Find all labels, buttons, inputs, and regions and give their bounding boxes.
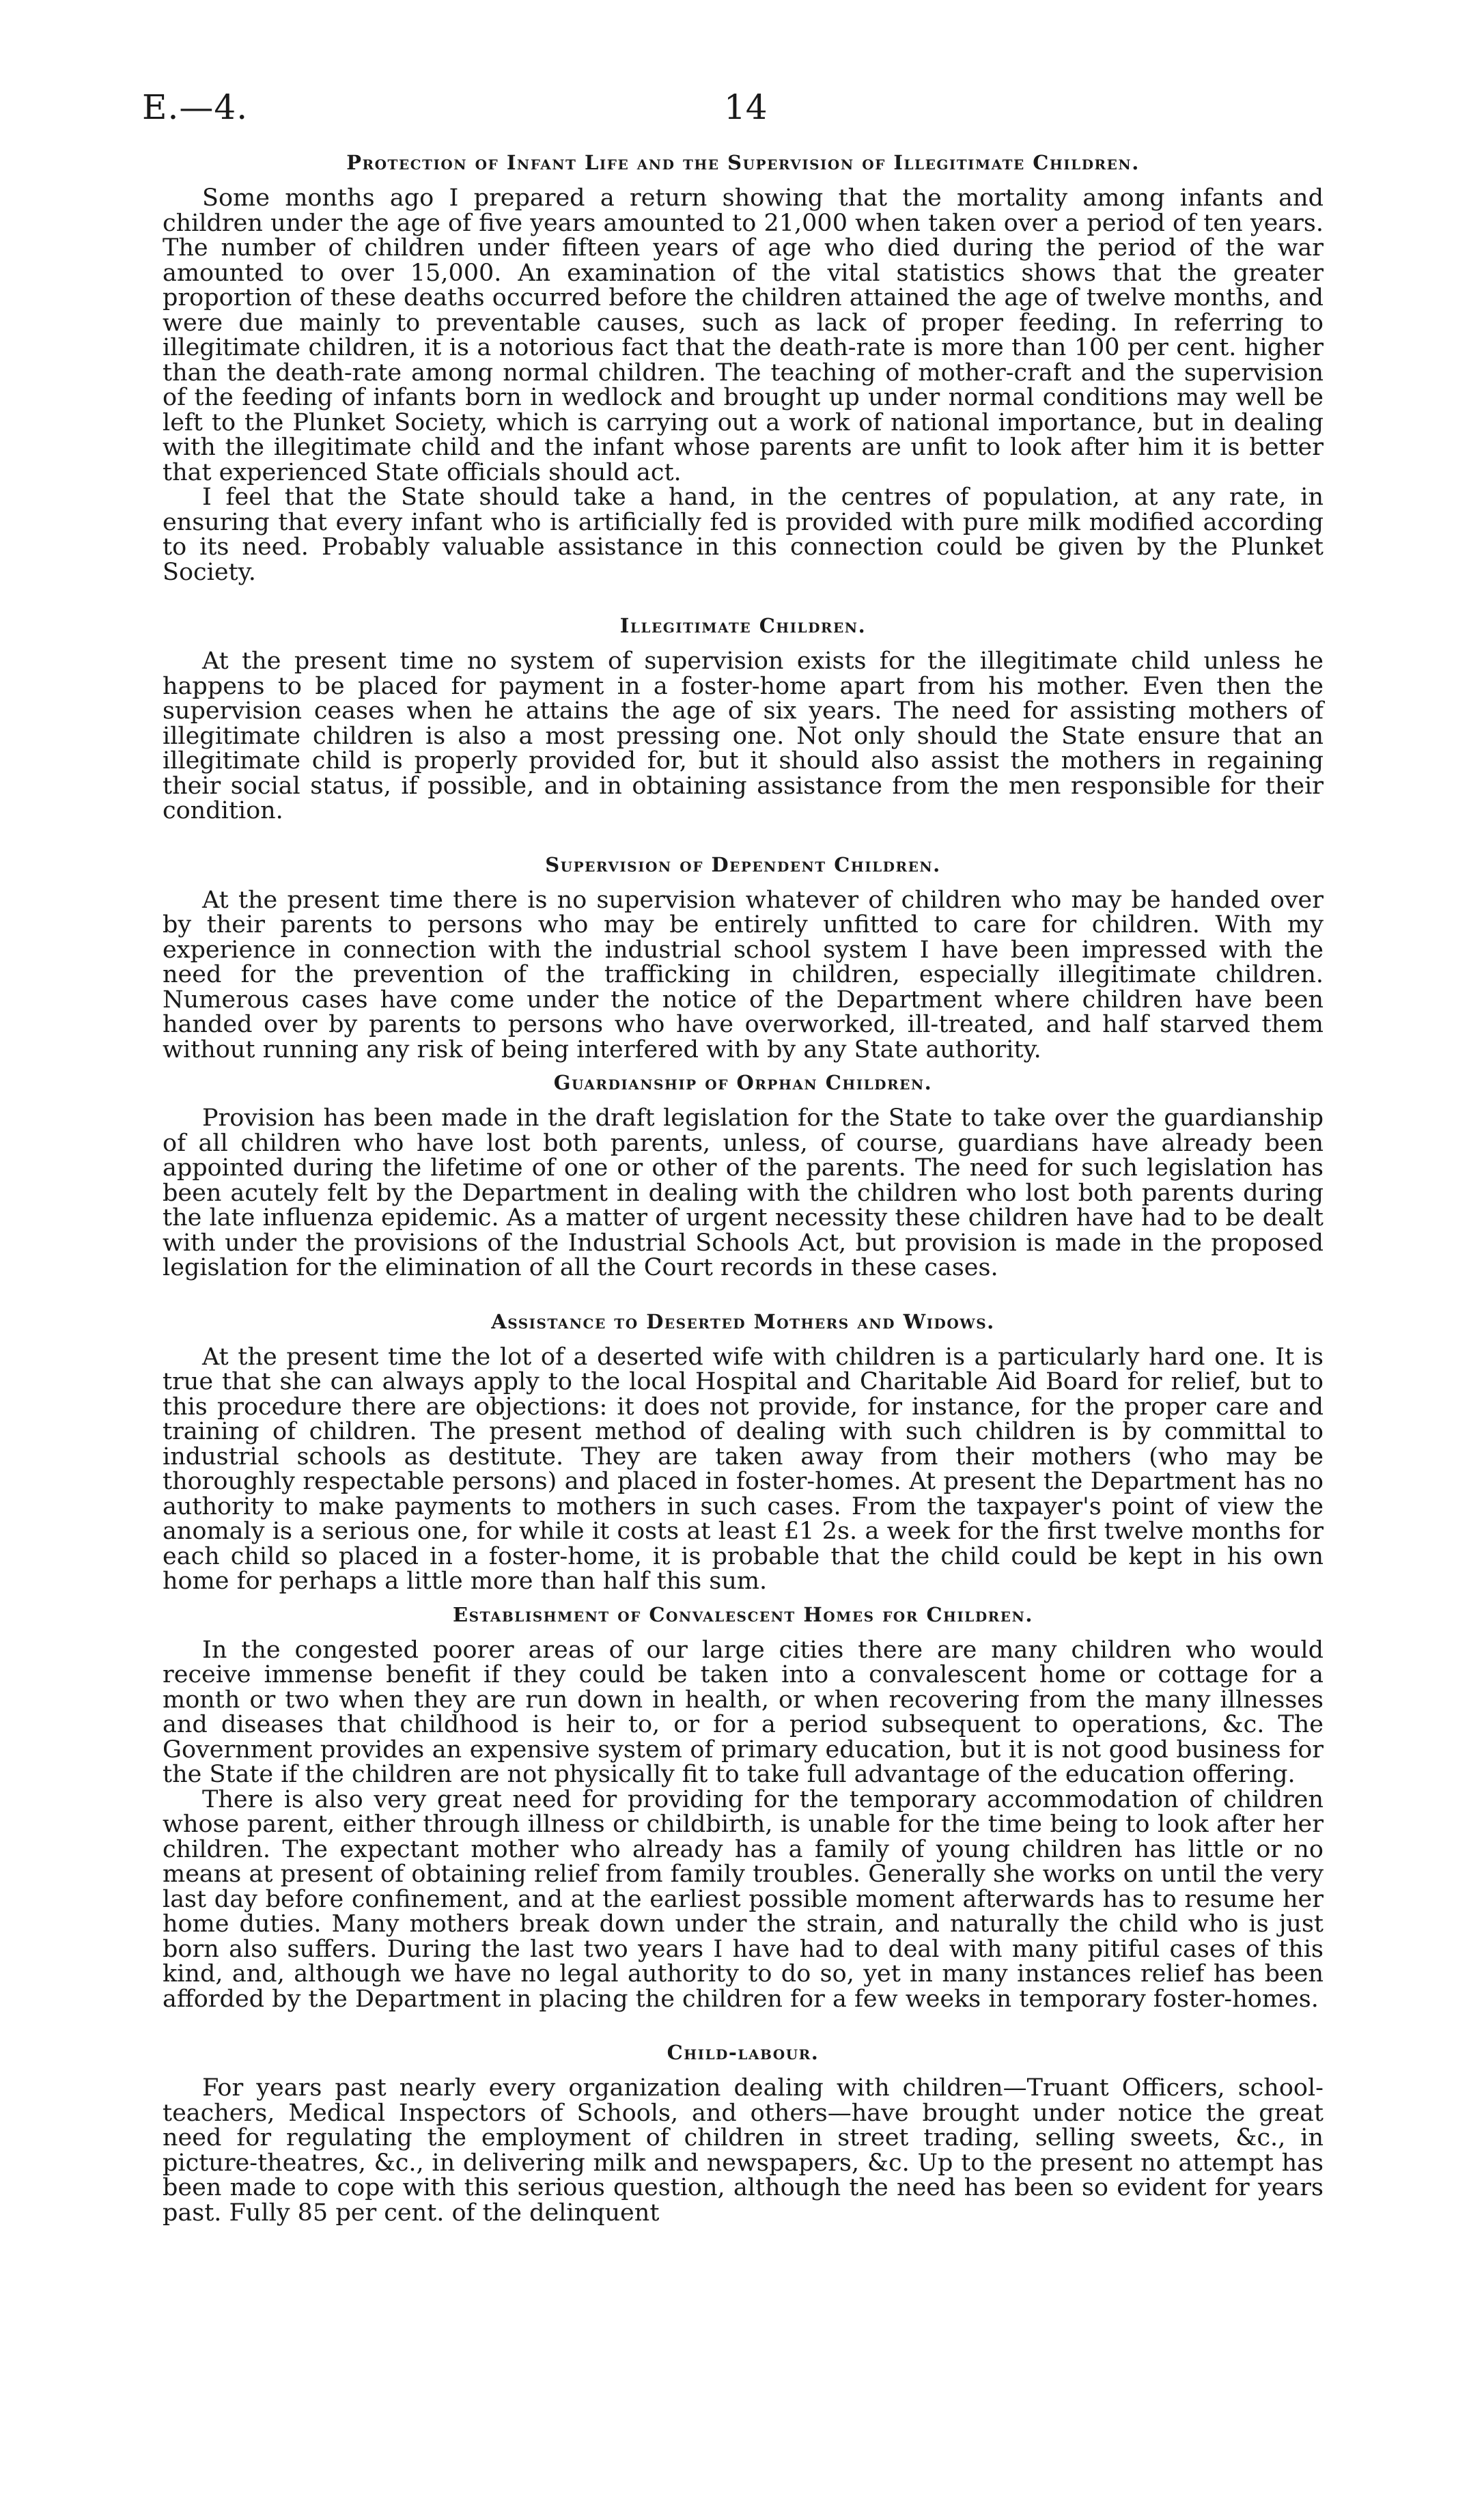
section-heading: Establishment of Convalescent Homes for Children. xyxy=(453,1602,1033,1626)
paragraph: I feel that the State should take a hand, in the centres of population, at any rate, in ensuring that every infant who is artificially fed is provided with pure milk modified according to its need. Probably valuable assistance in this connection could be given by the Plunket Society. xyxy=(163,484,1324,586)
section-spacer xyxy=(163,824,1324,851)
section-deserted-mothers xyxy=(163,1308,1324,1594)
paragraph: Provision has been made in the draft legislation for the State to take over the guardianship of all children who have lost both parents, unless, of course, guardians have already been appointed during the lifetime of one or other of the parents. The need for such legislation has been acutely felt by the Department in dealing with the children who lost both parents during the late influenza epidemic. As a matter of urgent necessity these children have had to be dealt with under the provisions of the Industrial Schools Act, but provision is made in the proposed legislation for the elimination of all the Court records in these cases. xyxy=(163,1104,1324,1281)
paragraph: At the present time no system of supervision exists for the illegitimate child unless he happens to be placed for payment in a foster-home apart from his mother. Even then the supervision ceases when he attains the age of six years. The need for assisting mothers of illegitimate children is also a most pressing one. Not only should the State ensure that an illegitimate child is properly provided for, but it should also assist the mothers in regaining their social status, if possible, and in obtaining assistance from the men responsible for their condition. xyxy=(163,647,1324,824)
section-illegitimate-children xyxy=(163,612,1324,824)
paragraph: There is also very great need for providing for the temporary accommodation of children whose parent, either through illness or childbirth, is unable for the time being to look after her children. The expectant mother who already has a family of young children has little or no means at present of obtaining relief from family troubles. Generally she works on until the very last day before confinement, and at the earliest possible moment afterwards has to resume her home duties. Many mothers break down under the strain, and naturally the child who is just born also suffers. During the last two years I have had to deal with many pitiful cases of this kind, and, although we have no legal authority to do so, yet in many instances relief has been afforded by the Department in placing the children for a few weeks in temporary foster-homes. xyxy=(163,1785,1324,2013)
paragraph: For years past nearly every organization dealing with children—Truant Officers, school-teachers, Medical Inspectors of Schools, and others—have brought under notice the great need for regulating the employment of children in street trading, selling sweets, &c., in picture-theatres, &c., in delivering milk and newspapers, &c. Up to the present no attempt has been made to cope with this serious question, although the need has been so evident for years past. Fully 85 per cent. of the delinquent xyxy=(163,2074,1324,2227)
section-spacer xyxy=(163,585,1324,612)
section-spacer xyxy=(163,2011,1324,2039)
document-body xyxy=(163,149,1324,2225)
paragraph: In the congested poorer areas of our large cities there are many children who would receive immense benefit if they could be taken into a convalescent home or cottage for a month or two when they are run down in health, or when recovering from the many illnesses and diseases that childhood is heir to, or for a period subsequent to operations, &c. The Government provides an expensive system of primary education, but it is not good business for the State if the children are not physically fit to take full advantage of the education offering. xyxy=(163,1636,1324,1788)
section-spacer xyxy=(163,1062,1324,1069)
section-spacer xyxy=(163,1594,1324,1601)
document-reference: E.—4. xyxy=(142,87,249,127)
section-dependent-children xyxy=(163,851,1324,1063)
section-heading: Child-labour. xyxy=(667,2041,820,2064)
page-number: 14 xyxy=(724,87,768,127)
section-protection-infant-life xyxy=(163,149,1324,585)
section-heading: Illegitimate Children. xyxy=(619,614,867,637)
section-heading: Protection of Infant Life and the Supervision of Illegitimate Children. xyxy=(346,151,1140,174)
paragraph: Some months ago I prepared a return showing that the mortality among infants and children under the age of five years amounted to 21,000 when taken over a period of ten years. The number of children under fifteen years of age who died during the period of the war amounted to over 15,000. An examination of the vital statistics shows that the greater proportion of these deaths occurred before the children attained the age of twelve months, and were due mainly to preventable causes, such as lack of proper feeding. In referring to illegitimate children, it is a notorious fact that the death-rate is more than 100 per cent. higher than the death-rate among normal children. The teaching of mother-craft and the supervision of the feeding of infants born in wedlock and brought up under normal conditions may well be left to the Plunket Society, which is carrying out a work of national importance, but in dealing with the illegitimate child and the infant whose parents are unfit to look after him it is better that experienced State officials should act. xyxy=(163,184,1324,486)
section-orphan-children xyxy=(163,1069,1324,1281)
section-convalescent-homes xyxy=(163,1601,1324,2012)
section-child-labour xyxy=(163,2039,1324,2225)
section-spacer xyxy=(163,1281,1324,1308)
paragraph: At the present time the lot of a deserted wife with children is a particularly hard one. It is true that she can always apply to the local Hospital and Charitable Aid Board for relief, but to this procedure there are objections: it does not provide, for instance, for the proper care and training of children. The present method of dealing with such children is by committal to industrial schools as destitute. They are taken away from their mothers (who may be thoroughly respectable persons) and placed in foster-homes. At present the Department has no authority to make payments to mothers in such cases. From the taxpayer's point of view the anomaly is a serious one, for while it costs at least £1 2s. a week for the first twelve months for each child so placed in a foster-home, it is probable that the child could be kept in his own home for perhaps a little more than half this sum. xyxy=(163,1343,1324,1595)
section-heading: Supervision of Dependent Children. xyxy=(545,852,941,876)
section-heading: Assistance to Deserted Mothers and Widows. xyxy=(491,1309,995,1333)
section-heading: Guardianship of Orphan Children. xyxy=(553,1071,933,1094)
paragraph: At the present time there is no supervision whatever of children who may be handed over by their parents to persons who may be entirely unfitted to care for children. With my experience in connection with the industrial school system I have been impressed with the need for the prevention of the trafficking in children, especially illegitimate children. Numerous cases have come under the notice of the Department where children have been handed over by parents to persons who have overworked, ill-treated, and half starved them without running any risk of being interfered with by any State authority. xyxy=(163,886,1324,1063)
